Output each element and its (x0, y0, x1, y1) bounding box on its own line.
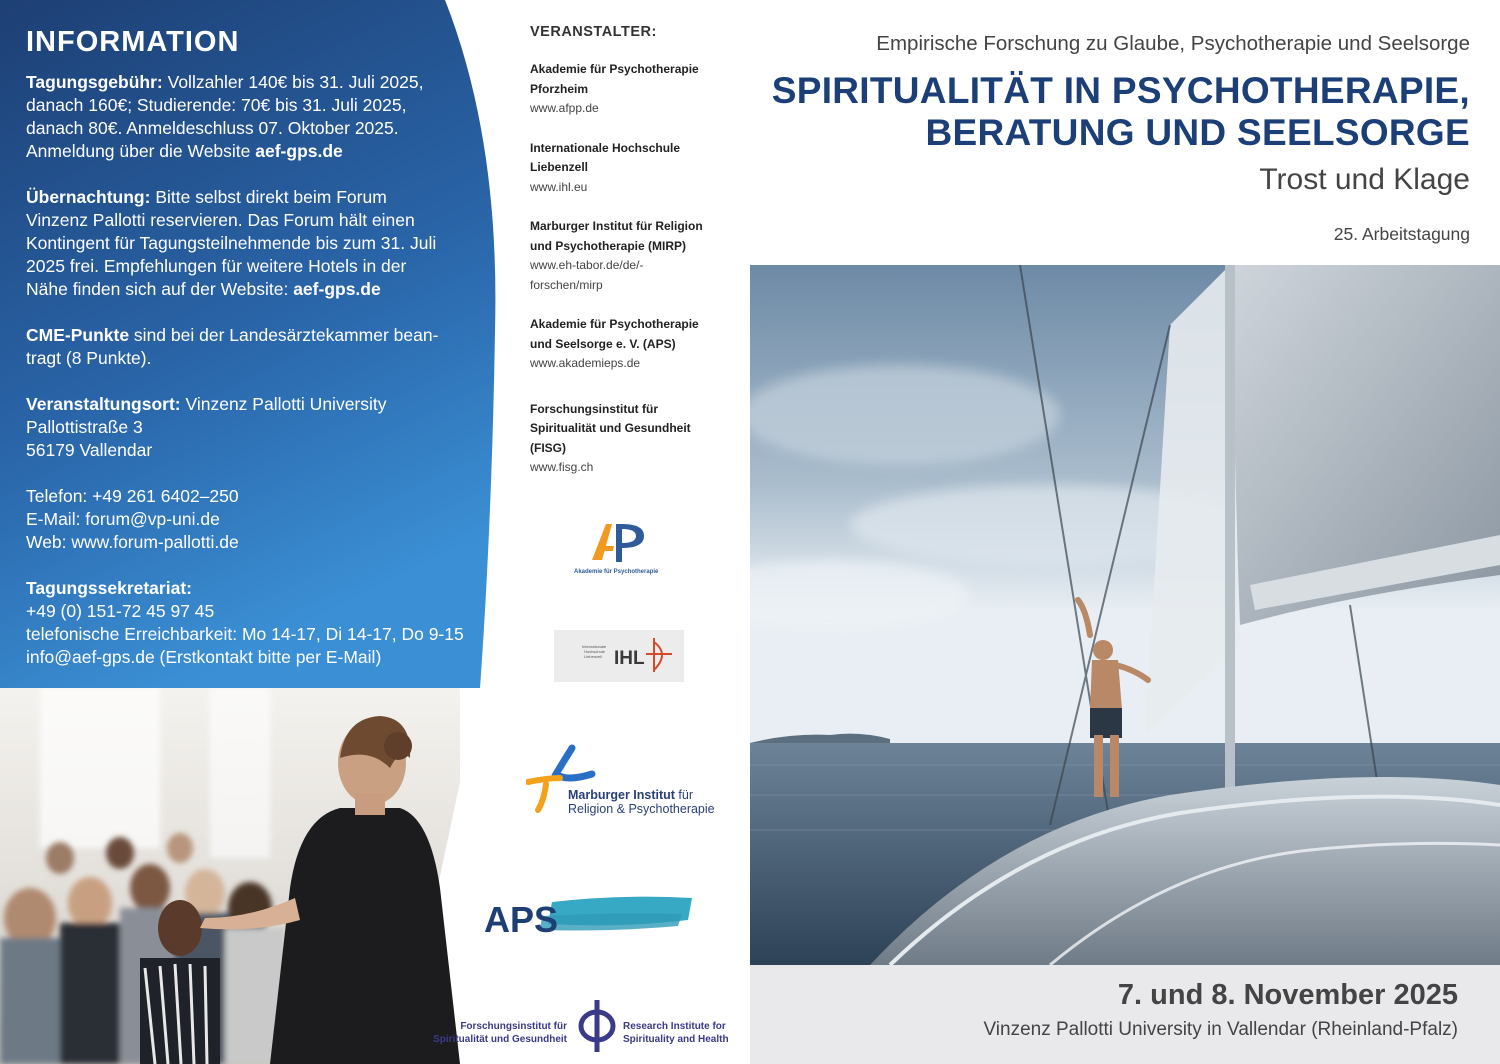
contact-email[interactable]: E-Mail: forum@vp-uni.de (26, 509, 220, 529)
fees-line (26, 140, 476, 163)
accommodation-line: Bitte selbst direkt beim Forum (150, 187, 387, 207)
event-title-line: SPIRITUALITÄT IN PSYCHOTHERAPIE, (771, 70, 1470, 111)
organizer-name: Forschungsinstitut für (530, 401, 658, 416)
fisg-left-line: Spiritualität und Gesundheit (433, 1034, 567, 1045)
event-title (772, 70, 1470, 154)
mirp-line1b: für (678, 788, 694, 802)
organizer-aps (530, 315, 730, 374)
accommodation-label: Übernachtung: (26, 187, 151, 207)
event-title-line: BERATUNG UND SEELSORGE (925, 112, 1470, 153)
organizer-url[interactable]: www.akademieps.de (530, 356, 641, 370)
event-subtitle: Empirische Forschung zu Glaube, Psychotherapie und Seelsorge (876, 32, 1470, 55)
organizer-afpp (530, 60, 730, 119)
accommodation-line: 2025 frei. Empfehlungen für weitere Hotels in der (26, 256, 407, 276)
organizer-ihl (530, 139, 730, 198)
fisg-right-text (623, 1020, 743, 1046)
fisg-left-text (432, 1020, 567, 1046)
event-date: 7. und 8. November 2025 (1117, 979, 1458, 1011)
fisg-logo (432, 998, 742, 1054)
fisg-right-line: Research Institute for (623, 1021, 726, 1032)
contact-paragraph (26, 485, 476, 554)
organizer-name: Internationale Hochschule (530, 140, 681, 155)
organizer-name: Akademie für Psychotherapie (530, 317, 699, 331)
contact-phone[interactable]: Telefon: +49 261 6402–250 (26, 486, 239, 506)
ihl-caption: Liebenzell (584, 654, 603, 659)
cme-label: CME-Punkte (26, 325, 130, 345)
ihl-caption: Internationale (582, 644, 607, 649)
fees-line: Vollzahler 140€ bis 31. Juli 2025, (162, 72, 424, 92)
organizer-name: Pforzheim (530, 81, 589, 96)
mirp-wordmark (568, 788, 715, 816)
mirp-logo (526, 744, 716, 816)
info-heading: INFORMATION (26, 26, 240, 58)
event-edition: 25. Arbeitstagung (1333, 224, 1470, 244)
cover-column (750, 0, 1500, 1064)
venue-line: Vinzenz Pallotti University (180, 394, 387, 414)
organizer-name: Akademie für Psychotherapie (530, 62, 699, 76)
fisg-left-line: Forschungsinstitut für (460, 1021, 567, 1032)
organizer-name: und Psychotherapie (MIRP) (530, 238, 687, 253)
ihl-logo (554, 630, 684, 682)
fees-label: Tagungsgebühr: (26, 72, 163, 92)
secretariat-hours: telefonische Erreichbarkeit: Mo 14-17, Di 14-17, Do 9-15 (26, 624, 464, 644)
secretariat-phone[interactable]: +49 (0) 151-72 45 97 45 (26, 601, 215, 621)
afp-logo (570, 518, 670, 578)
organizers-heading: VERANSTALTER: (530, 24, 657, 40)
accommodation-line-text: Nähe finden sich auf der Website: (26, 279, 294, 299)
accommodation-paragraph (26, 186, 476, 301)
aps-mark: APS (484, 899, 559, 940)
venue-label: Veranstaltungsort: (26, 394, 181, 414)
organizer-url[interactable]: www.eh-tabor.de/de/- (530, 258, 644, 272)
ihl-mark: IHL (614, 648, 645, 669)
cme-line: sind bei der Landesärztekammer bean- (129, 325, 439, 345)
cme-line: tragt (8 Punkte). (26, 348, 152, 368)
audience-photo (0, 688, 460, 1064)
phi-icon (575, 998, 619, 1054)
mirp-line2: Religion & Psychotherapie (568, 802, 715, 816)
organizer-url[interactable]: www.fisg.ch (530, 460, 594, 474)
organizer-url[interactable]: www.ihl.eu (530, 179, 588, 194)
cme-paragraph (26, 324, 476, 370)
secretariat-label: Tagungssekretariat: (26, 578, 192, 598)
organizer-name: Spiritualität und Gesundheit (530, 421, 691, 435)
organizer-name: Marburger Institut für Religion (530, 219, 703, 233)
organizers-column (530, 24, 730, 498)
mirp-line1: Marburger Institut (568, 788, 679, 802)
mast (1225, 265, 1235, 825)
accommodation-line: Kontingent für Tagungsteilnehmende bis zum 31. Juli (26, 233, 437, 253)
aps-logo (482, 890, 694, 940)
venue-city: 56179 Vallendar (26, 440, 153, 460)
fees-line: danach 80€. Anmeldeschluss 07. Oktober 2025. (26, 118, 399, 138)
organizer-url[interactable]: forschen/mirp (530, 277, 603, 292)
afp-logo-caption: Akademie für Psychotherapie (574, 569, 659, 575)
info-block (26, 26, 476, 692)
accommodation-line: Vinzenz Pallotti reservieren. Das Forum hält einen (26, 210, 415, 230)
date-band (750, 965, 1500, 1064)
contact-web[interactable]: Web: www.forum-pallotti.de (26, 532, 239, 552)
organizer-mirp (530, 217, 730, 295)
organizer-fisg (530, 400, 730, 478)
accommodation-website-link[interactable]: aef-gps.de (293, 279, 381, 299)
fees-website-link[interactable]: aef-gps.de (255, 141, 343, 161)
secretariat-paragraph (26, 577, 476, 669)
secretariat-email[interactable]: info@aef-gps.de (Erstkontakt bitte per E-Mail) (26, 647, 382, 667)
fees-line: danach 160€; Studierende: 70€ bis 31. Juli 2025, (26, 95, 407, 115)
organizer-name: (FISG) (530, 440, 566, 455)
event-topic: Trost und Klage (1259, 163, 1470, 196)
fees-line-text: Anmeldung über die Website (26, 141, 256, 161)
fees-paragraph (26, 71, 476, 163)
ihl-caption: Hochschule (584, 649, 605, 654)
event-venue: Vinzenz Pallotti University in Vallendar (Rheinland-Pfalz) (983, 1019, 1458, 1040)
organizer-name: und Seelsorge e. V. (APS) (530, 336, 676, 351)
accommodation-line (26, 278, 476, 301)
sailing-photo (750, 265, 1500, 965)
fisg-right-line: Spirituality and Health (623, 1034, 729, 1045)
venue-paragraph (26, 393, 476, 462)
organizer-url[interactable]: www.afpp.de (530, 101, 599, 115)
venue-street: Pallottistraße 3 (26, 417, 143, 437)
organizer-name: Liebenzell (530, 160, 589, 174)
info-panel (0, 0, 500, 1064)
